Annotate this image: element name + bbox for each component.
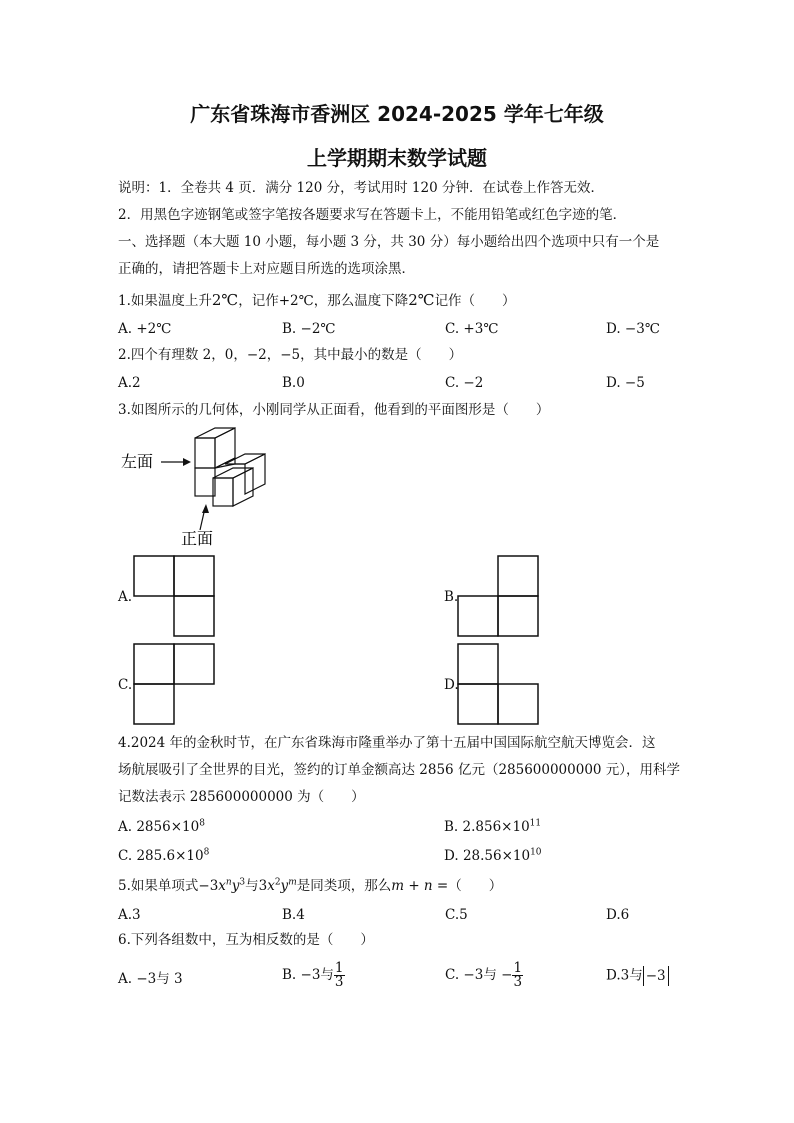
question-3-stem: 3.如图所示的几何体，小刚同学从正面看，他看到的平面图形是（ ） [118, 402, 550, 418]
cube-top-face-front [213, 468, 253, 478]
question-5-stem: 5.如果单项式$-3x^ny^3$与$3x^2y^m$是同类项，那么m + n =（ ） [118, 877, 503, 894]
question-3-option-a[interactable]: A. [118, 589, 133, 605]
question-5-option-b[interactable]: B.4 [282, 907, 305, 923]
cube-front-face-front [213, 478, 233, 506]
cube-side-face-lower [215, 458, 235, 468]
question-3-option-b-figure[interactable] [457, 555, 541, 637]
absolute-value: −3 [643, 966, 669, 986]
fraction-one-third: $\frac{1}{3}$ [334, 960, 344, 990]
question-2-option-c[interactable]: C. −2 [445, 375, 484, 391]
question-4-stem-line-3: 记数法表示 285600000000 为（ ） [118, 789, 365, 805]
cube-front-face-upper [195, 438, 215, 468]
question-3-solid-figure [115, 420, 285, 552]
question-4-stem-line-1: 4.2024 年的金秋时节，在广东省珠海市隆重举办了第十五届中国国际航空航天博览会．这 [118, 735, 656, 751]
question-2-option-b[interactable]: B.0 [282, 375, 305, 391]
cube-side-face-right-back [245, 454, 265, 494]
question-5-option-a[interactable]: A.3 [118, 907, 141, 923]
cube-side-face-front [233, 468, 253, 506]
question-6-stem: 6.下列各组数中，互为相反数的是（ ） [118, 932, 374, 948]
instruction-line-2: 2．用黑色字迹钢笔或签字笔按各题要求写在答题卡上，不能用铅笔或红色字迹的笔． [118, 207, 627, 223]
question-4-option-b[interactable]: B. $2.856\times 10^{11}$ [444, 818, 542, 835]
instruction-line-1: 说明：1．全卷共 4 页．满分 120 分，考试用时 120 分钟．在试卷上作答无效． [118, 180, 604, 196]
question-4-option-c[interactable]: C. $285.6\times 10^8$ [118, 847, 210, 864]
question-3-option-a-figure[interactable] [133, 555, 217, 637]
question-3-option-d-figure[interactable] [457, 643, 541, 725]
question-6-option-d[interactable]: D.3与 −3 [606, 966, 669, 986]
question-6-option-b[interactable]: B. −3与 $\frac{1}{3}$ [282, 960, 344, 990]
title-line-2: 上学期期末数学试题 [307, 146, 487, 170]
cube-front-face-lower [195, 468, 215, 496]
title-line-1: 广东省珠海市香洲区 2024-2025 学年七年级 [190, 102, 604, 126]
front-view-arrowhead [202, 504, 209, 513]
question-5-option-c[interactable]: C.5 [445, 907, 468, 923]
section-heading-line-2: 正确的，请把答题卡上对应题目所选的选项涂黑． [118, 261, 415, 277]
question-3-option-b[interactable]: B. [444, 589, 459, 605]
question-5-option-d[interactable]: D.6 [606, 907, 630, 923]
label-front-view: 正面 [181, 529, 214, 548]
cube-top-face-right-back [225, 454, 265, 464]
question-1-option-b[interactable]: B. −2℃ [282, 321, 336, 337]
question-2-stem: 2.四个有理数 2，0，−2，−5，其中最小的数是（ ） [118, 347, 463, 363]
question-2-option-a[interactable]: A.2 [118, 375, 141, 391]
question-1-stem: 1.如果温度上升2℃，记作+2℃，那么温度下降2℃记作（ ） [118, 291, 516, 309]
question-4-option-a[interactable]: A. $2856\times 10^8$ [118, 818, 205, 835]
fraction-one-third: $\frac{1}{3}$ [513, 960, 523, 990]
question-2-option-d[interactable]: D. −5 [606, 375, 645, 391]
question-6-option-c[interactable]: C. −3与 − $\frac{1}{3}$ [445, 960, 523, 990]
question-1-option-c[interactable]: C. +3℃ [445, 321, 499, 337]
question-3-option-d[interactable]: D. [444, 677, 459, 693]
question-3-option-c-figure[interactable] [133, 643, 217, 725]
question-3-option-c[interactable]: C. [118, 677, 133, 693]
question-1-option-a[interactable]: A. +2℃ [118, 321, 172, 337]
question-4-stem-line-2: 场航展吸引了全世界的目光，签约的订单金额高达 2856 亿元（285600000000 元），用科学 [118, 762, 681, 778]
cube-side-face-upper [215, 428, 235, 468]
question-6-option-a[interactable]: A. −3与 3 [118, 971, 183, 987]
question-1-option-d[interactable]: D. −3℃ [606, 321, 660, 337]
left-view-arrowhead [183, 458, 191, 466]
section-heading-line-1: 一、选择题（本大题 10 小题，每小题 3 分，共 30 分）每小题给出四个选项中只有一个是 [118, 234, 660, 250]
cube-top-face-upper [195, 428, 235, 438]
label-left-view: 左面 [121, 452, 154, 471]
question-4-option-d[interactable]: D. $28.56\times 10^{10}$ [444, 847, 542, 864]
